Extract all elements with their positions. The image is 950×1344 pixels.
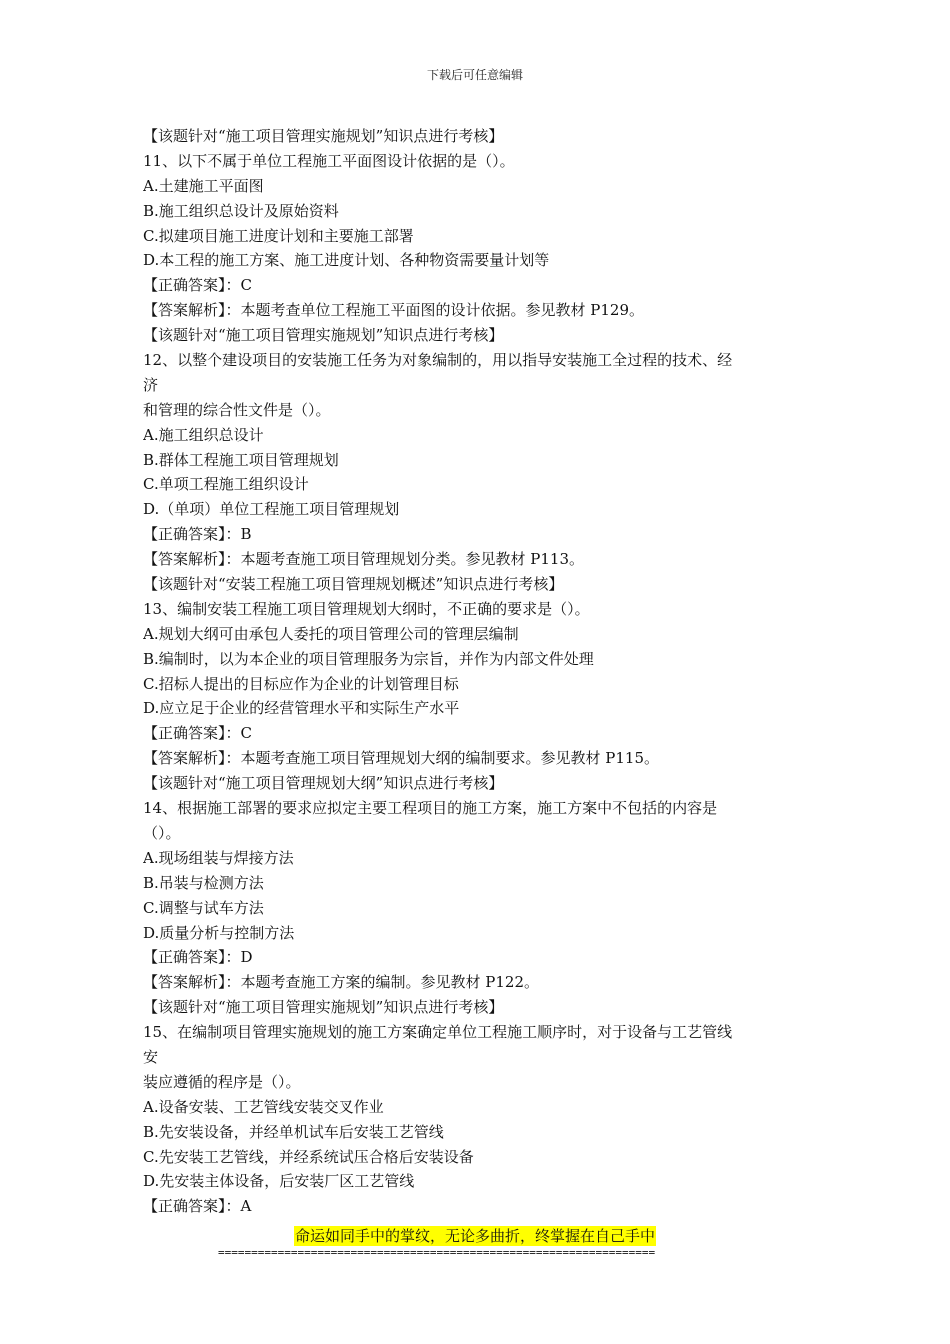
option-a: A.规划大纲可由承包人委托的项目管理公司的管理层编制	[143, 624, 519, 643]
topic-note: 【该题针对“施工项目管理规划大纲”知识点进行考核】	[143, 774, 504, 793]
option-a: A.施工组织总设计	[143, 425, 264, 444]
answer-explanation: 【答案解析】：本题考查施工项目管理规划分类。参见教材 P113。	[143, 550, 584, 569]
text-line: 【该题针对“施工项目管理实施规划”知识点进行考核】	[143, 127, 504, 145]
option-b: B.群体工程施工项目管理规划	[143, 450, 339, 469]
question-12-cont: 和管理的综合性文件是（）。	[143, 400, 331, 419]
topic-note: 【该题针对“安装工程施工项目管理规划概述”知识点进行考核】	[143, 575, 564, 594]
answer-explanation: 【答案解析】：本题考查施工项目管理规划大纲的编制要求。参见教材 P115。	[143, 749, 659, 768]
topic-note: 【该题针对“施工项目管理实施规划”知识点进行考核】	[143, 326, 504, 345]
answer-explanation: 【答案解析】：本题考查单位工程施工平面图的设计依据。参见教材 P129。	[143, 301, 644, 320]
option-c: C.调整与试车方法	[143, 898, 264, 917]
question-12-cont: 济	[143, 375, 159, 394]
option-d: D.应立足于企业的经营管理水平和实际生产水平	[143, 699, 460, 718]
question-11: 11、以下不属于单位工程施工平面图设计依据的是（）。	[143, 151, 515, 170]
option-b: B.施工组织总设计及原始资料	[143, 201, 339, 220]
option-d: D.质量分析与控制方法	[143, 923, 295, 942]
question-12: 12、以整个建设项目的安装施工任务为对象编制的，用以指导安装施工全过程的技术、经	[143, 351, 733, 370]
option-d: D.（单项）单位工程施工项目管理规划	[143, 500, 400, 519]
question-14: 14、根据施工部署的要求应拟定主要工程项目的施工方案，施工方案中不包括的内容是	[143, 799, 718, 818]
correct-answer: 【正确答案】：A	[143, 1197, 252, 1216]
question-15: 15、在编制项目管理实施规划的施工方案确定单位工程施工顺序时，对于设备与工艺管线	[143, 1023, 733, 1042]
option-c: C.拟建项目施工进度计划和主要施工部署	[143, 226, 414, 245]
footer-quote: 命运如同手中的掌纹，无论多曲折，终掌握在自己手中	[294, 1227, 655, 1245]
correct-answer: 【正确答案】：C	[143, 276, 252, 295]
correct-answer: 【正确答案】：B	[143, 525, 252, 544]
option-c: C.招标人提出的目标应作为企业的计划管理目标	[143, 674, 459, 693]
option-a: A.土建施工平面图	[143, 176, 264, 195]
answer-explanation: 【答案解析】：本题考查施工方案的编制。参见教材 P122。	[143, 973, 539, 992]
document-body	[143, 124, 815, 1219]
option-d: D.先安装主体设备，后安装厂区工艺管线	[143, 1172, 415, 1191]
option-b: B.编制时，以为本企业的项目管理服务为宗旨，并作为内部文件处理	[143, 649, 594, 668]
page-header: 下载后可任意编辑	[426, 68, 523, 82]
option-d: D.本工程的施工方案、施工进度计划、各种物资需要量计划等	[143, 251, 550, 270]
option-a: A.现场组装与焊接方法	[143, 848, 294, 867]
question-15-cont: 安	[143, 1047, 159, 1066]
question-15-cont: 装应遵循的程序是（）。	[143, 1072, 301, 1091]
page-footer	[0, 1226, 950, 1246]
topic-note: 【该题针对“施工项目管理实施规划”知识点进行考核】	[143, 998, 504, 1017]
question-13: 13、编制安装工程施工项目管理规划大纲时，不正确的要求是（）。	[143, 599, 590, 618]
option-c: C.先安装工艺管线，并经系统试压合格后安装设备	[143, 1147, 474, 1166]
option-a: A.设备安装、工艺管线安装交叉作业	[143, 1097, 384, 1116]
question-14-cont: （）。	[143, 823, 181, 842]
correct-answer: 【正确答案】：D	[143, 948, 253, 967]
option-b: B.吊装与检测方法	[143, 873, 264, 892]
footer-divider: ==================================================================	[218, 1246, 656, 1259]
correct-answer: 【正确答案】：C	[143, 724, 252, 743]
option-b: B.先安装设备，并经单机试车后安装工艺管线	[143, 1122, 444, 1141]
option-c: C.单项工程施工组织设计	[143, 475, 309, 494]
